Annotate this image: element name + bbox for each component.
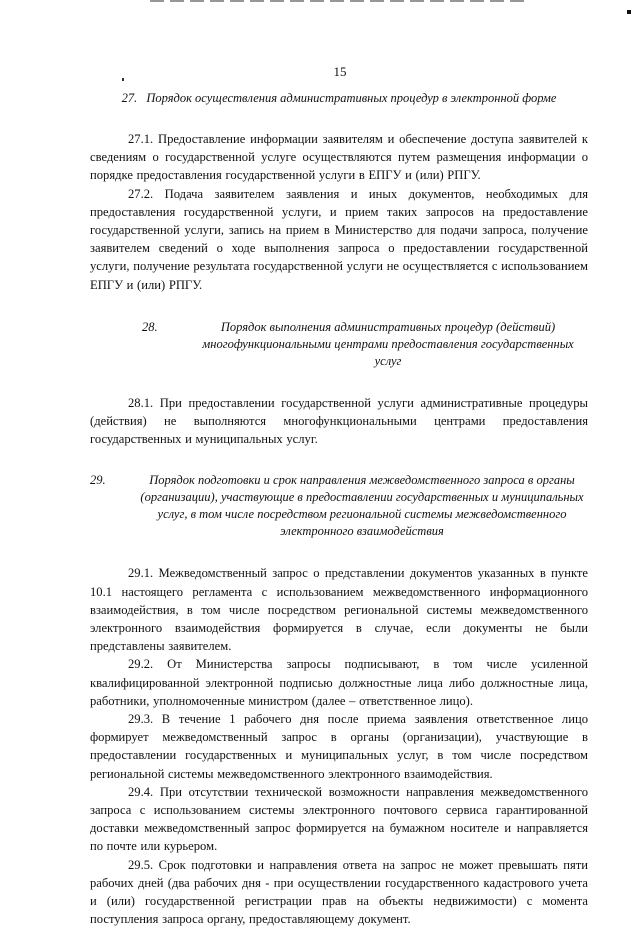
paragraph-29-4: 29.4. При отсутствии технической возможности направления межведомственного запроса с использованием системы электронного почтового сервиса гарантированной доставки межведомственный запрос формируется на бумажном носителе и направляется по почте или курьером.: [90, 784, 588, 854]
section-28-heading: [90, 319, 588, 370]
section-27-heading: [90, 90, 588, 107]
scan-top-border: [150, 0, 530, 2]
paragraph-29-2: 29.2. От Министерства запросы подписывают, в том числе усиленной квалифицированной электронной подписью должностные лица либо должностные лица, работники, уполномоченные министром (далее – ответственное лицо).: [90, 657, 588, 708]
page-number: 15: [333, 64, 347, 79]
section-29-title: Порядок подготовки и срок направления межведомственного запроса в органы (организации), участвующие в предоставлении государственных и муниципальных услуг, в том числе посредством региональной системы межведомственного электронного взаимодействия: [140, 473, 584, 539]
paragraph-27-1: 27.1. Предоставление информации заявителям и обеспечение доступа заявителей к сведениям о государственной услуге осуществляются путем размещения информации о порядке предоставления государственной услуги в ЕПГУ и (или) РПГУ.: [90, 132, 588, 183]
section-28-title: Порядок выполнения административных процедур (действий) многофункциональными центрами предоставления государственных услуг: [202, 319, 574, 368]
section-29-heading: [90, 472, 588, 540]
section-27-number: 27.: [121, 91, 138, 105]
section-27-title: Порядок осуществления административных процедур в электронной форме: [146, 91, 557, 105]
document-body: [90, 90, 588, 929]
scan-corner-mark: [627, 10, 631, 14]
paragraph-29-1: 29.1. Межведомственный запрос о представлении документов указанных в пункте 10.1 настоящего регламента с использованием межведомственного информационного взаимодействия, в том числе посредством региональной системы межведомственного электронного взаимодействия формируется в случае, если документы не были представлены заявителем.: [90, 566, 588, 654]
paragraph-29-5: 29.5. Срок подготовки и направления ответа на запрос не может превышать пяти рабочих дней (два рабочих дня - при осуществлении государственного кадастрового учета и (или) государственной регистрации прав на объекты недвижимости) с момента поступления запроса органу, предоставляющему документ.: [90, 857, 588, 927]
paragraph-27-2: 27.2. Подача заявителем заявления и иных документов, необходимых для предоставления государственной услуги, и прием таких запросов на предоставление государственной услуги, запись на прием в Министерство для подачи запроса, получение заявителем сведений о ходе выполнения запроса о предоставлении государственной услуги, получение результата государственной услуги не осуществляется с использованием ЕПГУ и (или) РПГУ.: [90, 186, 588, 292]
paragraph-29-3: 29.3. В течение 1 рабочего дня после приема заявления ответственное лицо формирует межведомственный запрос в органы (организации), участвующие в предоставлении государственных и муниципальных услуг, в том числе посредством региональной системы межведомственного электронного взаимодействия.: [90, 712, 588, 781]
section-29-number: 29.: [90, 473, 106, 488]
paragraph-28-1: 28.1. При предоставлении государственной услуги административные процедуры (действия) не выполняются многофункциональными центрами предоставления государственных и муниципальных услуг.: [90, 395, 588, 447]
section-28-number: 28.: [142, 319, 158, 334]
